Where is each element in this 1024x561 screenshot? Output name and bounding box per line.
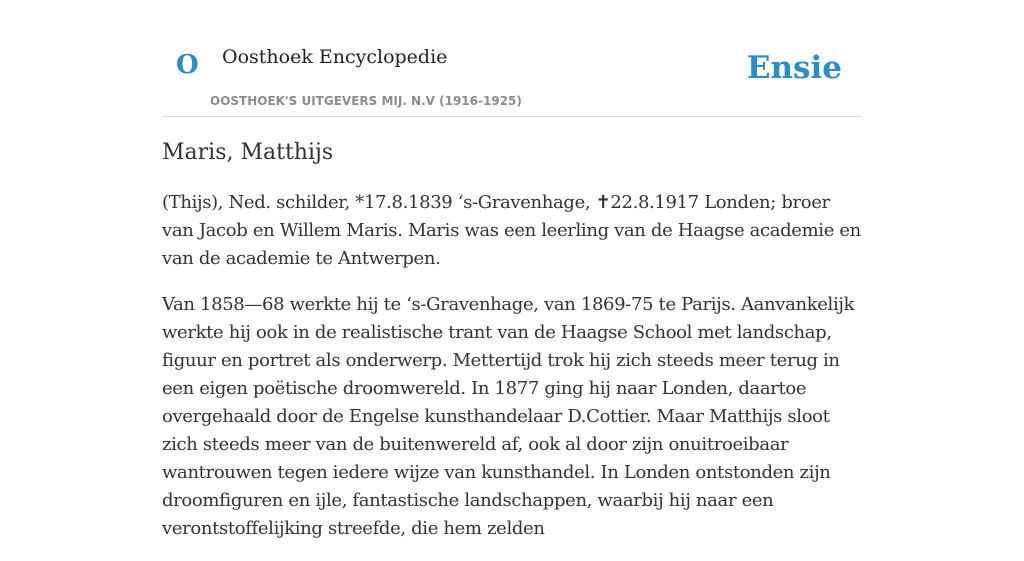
entry-content xyxy=(162,138,864,561)
ensie-logo-link[interactable]: Ensie xyxy=(746,50,842,86)
entry-paragraph: (Thijs), Ned. schilder, *17.8.1839 ‘s-Gravenhage, ✝22.8.1917 Londen; broer van Jacob en Willem Maris. Maris was een leerling van de Haagse academie en van de academie te Antwerpen. xyxy=(162,191,861,269)
entry-paragraph: Van 1858—68 werkte hij te ‘s-Gravenhage, van 1869-75 te Parijs. Aanvankelijk werkte hij ook in de realistische trant van de Haagse School met landschap, figuur en portret als onderwerp. Mettertijd trok hij zich steeds meer terug in een eigen poëtische droomwereld. In 1877 ging hij naar Londen, daartoe overgehaald door de Engelse kunsthandelaar D.Cottier. Maar Matthijs sloot zich steeds meer van de buitenwereld af, ook al door zijn onuitroeibaar wantrouwen tegen iedere wijze van kunsthandel. In Londen ontstonden zijn droomfiguren en ijle, fantastische landschappen, waarbij hij naar een verontstoffelijking streefde, die hem zelden xyxy=(162,293,855,539)
site-header xyxy=(162,0,862,117)
entry-title: Maris, Matthijs xyxy=(162,140,334,165)
work-logo-icon[interactable]: O xyxy=(176,50,199,80)
publisher-label: OOSTHOEK'S UITGEVERS MIJ. N.V (1916-1925) xyxy=(210,94,522,108)
work-title-link[interactable]: Oosthoek Encyclopedie xyxy=(222,46,448,68)
